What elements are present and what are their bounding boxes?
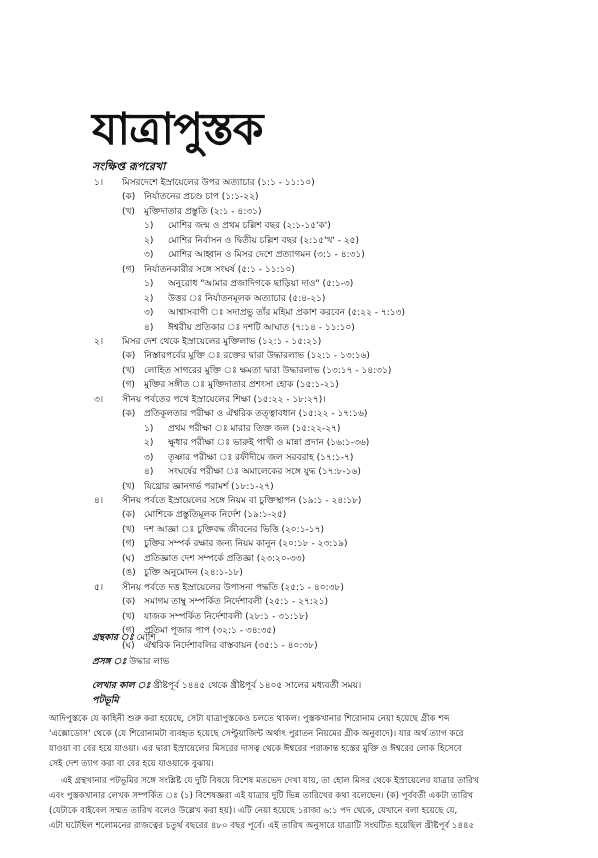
outline-text: সীনয় পর্বতে দত্ত ইস্রায়েলের উপাসনা পদ্ধতি (২৫:১ - ৪০:৩৮) <box>122 582 344 593</box>
outline-number: (গ) <box>122 626 135 637</box>
outline-number: ৫। <box>94 582 104 593</box>
outline-number: (ক) <box>122 597 136 608</box>
outline-item <box>92 205 552 219</box>
outline-number: (গ) <box>122 380 135 391</box>
outline-item <box>92 552 552 566</box>
outline-number: (ক) <box>122 192 136 203</box>
outline-number: ১। <box>94 178 104 188</box>
outline-number: (ক) <box>122 510 136 521</box>
outline-item <box>92 407 552 421</box>
outline-number: ১) <box>144 221 154 232</box>
outline-item <box>92 422 552 436</box>
outline-text: মোশির জন্ম ও প্রথম চল্লিশ বছর (২:১-১৫'ক') <box>168 221 331 232</box>
outline-number: (খ) <box>122 365 135 376</box>
outline-item <box>92 263 552 277</box>
outline-number: ২) <box>144 438 154 449</box>
paragraph-line: আদিপুস্তকে যে কাহিনী শুরু করা হয়েছে, সেটা যাত্রাপুস্তকেও চলতে থাকল। পুস্তকখানার শিরোনাম নেয়া হয়েছে গ্রীক শব্দ <box>49 714 450 724</box>
outline-item <box>92 494 552 508</box>
outline-text: আশ্বাসবাণী ঃ সদাপ্রভু তাঁর মহিমা প্রকাশ করবেন (৫:২২ - ৭:১৩) <box>168 308 405 319</box>
outline-item <box>92 219 552 233</box>
outline-item <box>92 624 552 638</box>
outline-number: ৩) <box>144 308 154 319</box>
outline-text: অনুরোধ "আমার প্রজাদিগকে ছাড়িয়া দাও" (৫:১-৩) <box>168 279 354 290</box>
outline-text: মোশির আহ্বান ও মিসর দেশে প্রত্যাগমন (৩:১ - ৪:৩১) <box>168 250 365 261</box>
outline-item <box>92 523 552 537</box>
outline-number: ৩) <box>144 250 154 261</box>
outline-list <box>92 176 552 653</box>
outline-number: (ক) <box>122 409 136 420</box>
outline-item <box>92 451 552 465</box>
outline-item <box>92 234 552 248</box>
page-title: যাত্রাপুস্তক <box>92 104 263 155</box>
outline-item <box>92 465 552 479</box>
outline-text: মোশিকে প্রস্তুতিমূলক নির্দেশ (১৯:১-২৫) <box>144 510 287 521</box>
paragraph-line: সেই দেশ ত্যাগ করা বা বের হয়ে যাওয়াকে বুঝায়। <box>49 759 214 769</box>
outline-item <box>92 537 552 551</box>
outline-text: উত্তর ঃ নির্যাতনমূলক অত্যাচার (৫:৪-২১) <box>168 293 326 304</box>
outline-text: মিসরদেশে ইস্রায়েলের উপর অত্যাচার (১:১ - ১১:১০) <box>122 178 315 188</box>
theme-line <box>92 654 169 669</box>
outline-text: নির্যাতনকারীর সঙ্গে সংঘর্ষ (৫:১ - ১১:১০) <box>144 264 295 275</box>
outline-item <box>92 378 552 392</box>
outline-item <box>92 248 552 262</box>
background-paragraph-2 <box>49 774 554 834</box>
paragraph-line: (যেটাকে বাইবেল সম্মত তারিখ বলেও উল্লেখ করা হয়)। এটি নেয়া হয়েছে ১রাজা ৬:১ পদ থেকে, যেখানে বলা হয়েছে যে, <box>49 806 458 816</box>
outline-number: (খ) <box>122 481 135 492</box>
outline-number: (খ) <box>122 611 135 622</box>
theme-value: উদ্ধার লাভ <box>129 657 170 667</box>
outline-text: নিস্তারপর্বের মুক্তি ঃ রক্তের দ্বারা উদ্ধারলাভ (১২:১ - ১৩:১৬) <box>144 351 370 362</box>
outline-item <box>92 595 552 609</box>
outline-item <box>92 277 552 291</box>
paragraph-line: এটা ঘটেছিল শলোমনের রাজত্বের চতুর্থ বছরের ৪৮০ বছর পূর্বে। এই তারিখ অনুসারে যাত্রাটি সংঘটিত হয়েছিল খ্রীষ্টপূর্ব ১৪৪৫ <box>49 821 475 831</box>
outline-text: সমাগম তাম্বু সম্পর্কিত নির্দেশাবলী (২৫:১ - ২৭:২১) <box>144 597 329 608</box>
outline-item <box>92 508 552 522</box>
outline-text: চুক্তির সম্পর্ক রক্ষার জন্য নিয়ম কানুন (২০:১৮ - ২৩:১৯) <box>144 539 348 550</box>
outline-text: লোহিত সাগরের মুক্তি ঃ ক্ষমতা দ্বারা উদ্ধারলাভ (১৩:১৭ - ১৪:৩১) <box>144 365 392 376</box>
outline-item <box>92 335 552 349</box>
outline-item <box>92 610 552 624</box>
outline-text: সীনয় পর্বতের পথে ইস্রায়েলের শিক্ষা (১৫:২২ - ১৮:২৭)। <box>122 394 326 405</box>
outline-number: ২) <box>144 235 154 246</box>
outline-number: ৪) <box>144 322 154 333</box>
outline-text: ঐশ্বরিক নির্দেশাবলির বাস্তবায়ন (৩৫:১ - ৪০:৩৮) <box>144 640 318 651</box>
outline-number: ১) <box>144 423 154 434</box>
outline-text: প্রতিকূলতার পরীক্ষা ও ঐশ্বরিক তত্ত্বাবধান (১৫:২২ - ১৭:১৬) <box>144 409 368 420</box>
author-line <box>92 630 156 645</box>
outline-item <box>92 190 552 204</box>
outline-text: মোশির নির্বাসন ও দ্বিতীয় চল্লিশ বছর (২:১৫'খ' - ২৫) <box>168 235 360 246</box>
outline-text: যাজক সম্পর্কিত নির্দেশাবলী (২৮:১ - ৩১:১৮) <box>144 611 309 622</box>
outline-item <box>92 581 552 595</box>
author-value: মোশি <box>136 633 156 643</box>
outline-text: সীনয় পর্বতে ইস্রায়েলের সঙ্গে নিয়ম বা চুক্তিস্থাপন (১৯:১ - ২৪:১৮) <box>122 495 362 506</box>
outline-item <box>92 349 552 363</box>
background-paragraph-1 <box>49 712 554 772</box>
outline-number: (ঘ) <box>122 553 135 564</box>
outline-text: নির্যাতনের প্রচণ্ড চাপ (১:১-২২) <box>144 192 259 203</box>
paragraph-line: এই গ্রন্থখানার পটভূমির সঙ্গে সংশ্লিষ্ট যে দুটি বিষয়ে বিশেষ মতভেদ দেখা যায়, তা হোল মিসর থেকে ইস্রায়েলের যাত্রার তারিখ <box>61 776 479 786</box>
background-heading: পটভূমি <box>92 695 119 706</box>
paragraph-line: যাওয়া বা বের হয়ে যাওয়া। এর দ্বারা ইস্রায়েলের মিসরের দাসত্ব থেকে ঈশ্বরের পরাক্রান্ত হস্তের মুক্তি ও ঈশ্বরের লোক হিসেবে <box>49 744 462 754</box>
outline-number: ৪। <box>94 495 104 506</box>
outline-text: মুক্তির সঙ্গীত ঃ মুক্তিদাতার প্রশংসা হোক (১৫:১-২১) <box>144 380 339 391</box>
outline-heading: সংক্ষিপ্ত রূপরেখা <box>92 160 166 173</box>
paragraph-line: 'এক্সোডোস' থেকে (যে শিরোনামটা ব্যবহৃত হয়েছে সেপ্টুয়াজিন্ট অর্থাৎ পুরাতন নিয়মের গ্রীক অনুবাদে)। যার অর্থ ত্যাগ করে <box>49 729 464 739</box>
outline-item <box>92 393 552 407</box>
outline-number: (খ) <box>122 206 135 217</box>
outline-text: তৃষ্ণার পরীক্ষা ঃ রফীদীমে জল সরবরাহ (১৭:১-৭) <box>168 452 354 463</box>
theme-label: প্রসঙ্গ ঃ <box>92 657 127 667</box>
paragraph-line: এবং পুস্তকখানার লেখক সম্পর্কিত ঃ (১) বিশেষজ্ঞরা এই যাত্রার দুটি ভিন্ন তারিখের কথা বলেছেন। (ক) পূর্ববর্তী একটা তারিখ <box>49 791 474 801</box>
outline-item <box>92 436 552 450</box>
outline-text: মুক্তিদাতার প্রস্তুতি (২:১ - ৪:৩১) <box>144 206 262 217</box>
outline-text: চুক্তি অনুমোদন (২৪:১-১৮) <box>144 568 243 579</box>
outline-text: প্রথম পরীক্ষা ঃ মারার তিক্ত জল (১৫:২২-২৭) <box>168 423 341 434</box>
date-line <box>92 678 361 693</box>
outline-number: ৩। <box>94 394 104 405</box>
outline-text: দশ আজ্ঞা ঃ চুক্তিবদ্ধ জীবনের ভিত্তি (২০:১-১৭) <box>144 524 324 535</box>
outline-text: প্রতিজ্ঞাত দেশ সম্পর্কে প্রতিজ্ঞা (২৩:২০-৩৩) <box>144 553 306 564</box>
outline-number: ৪) <box>144 467 154 478</box>
outline-item <box>92 566 552 580</box>
outline-item <box>92 639 552 653</box>
outline-item <box>92 306 552 320</box>
outline-item <box>92 176 552 190</box>
outline-text: সংঘর্ষের পরীক্ষা ঃ অমালেকের সঙ্গে যুদ্ধ (১৭:৮-১৬) <box>168 467 361 478</box>
outline-text: প্রতিমা পূজার পাপ (৩২:১ - ৩৪:৩৫) <box>144 626 276 637</box>
outline-number: ২। <box>94 336 104 347</box>
outline-number: (গ) <box>122 539 135 550</box>
date-value: খ্রীষ্টপূর্ব ১৪৪৫ থেকে খ্রীষ্টপূর্ব ১৪০৫ সালের মধ্যবর্তী সময়। <box>153 681 362 691</box>
outline-number: (খ) <box>122 524 135 535</box>
outline-number: (ক) <box>122 351 136 362</box>
outline-item <box>92 292 552 306</box>
outline-number: (ঙ) <box>122 568 136 579</box>
outline-text: ঈশ্বরীয় প্রতিকার ঃ দশটি আঘাত (৭:১৪ - ১১:১০) <box>168 322 355 333</box>
outline-number: ২) <box>144 293 154 304</box>
outline-text: যিথ্রোর জ্ঞানগর্ভ পরামর্শ (১৮:১-২৭) <box>144 481 274 492</box>
outline-text: মিসর দেশ থেকে ইস্রায়েলের মুক্তিলাভ (১২:১ - ১৫:২১) <box>122 336 322 347</box>
outline-item <box>92 364 552 378</box>
outline-text: ক্ষুধার পরীক্ষা ঃ ভারুই পাখী ও মান্না প্রদান (১৬:১-৩৬) <box>168 438 370 449</box>
author-label: গ্রন্থকার ঃ <box>92 633 134 643</box>
outline-number: (ঘ) <box>122 640 135 651</box>
date-label: লেখার কাল ঃ <box>92 681 151 691</box>
outline-number: ১) <box>144 279 154 290</box>
outline-item <box>92 480 552 494</box>
outline-item <box>92 321 552 335</box>
outline-number: ৩) <box>144 452 154 463</box>
outline-number: (গ) <box>122 264 135 275</box>
